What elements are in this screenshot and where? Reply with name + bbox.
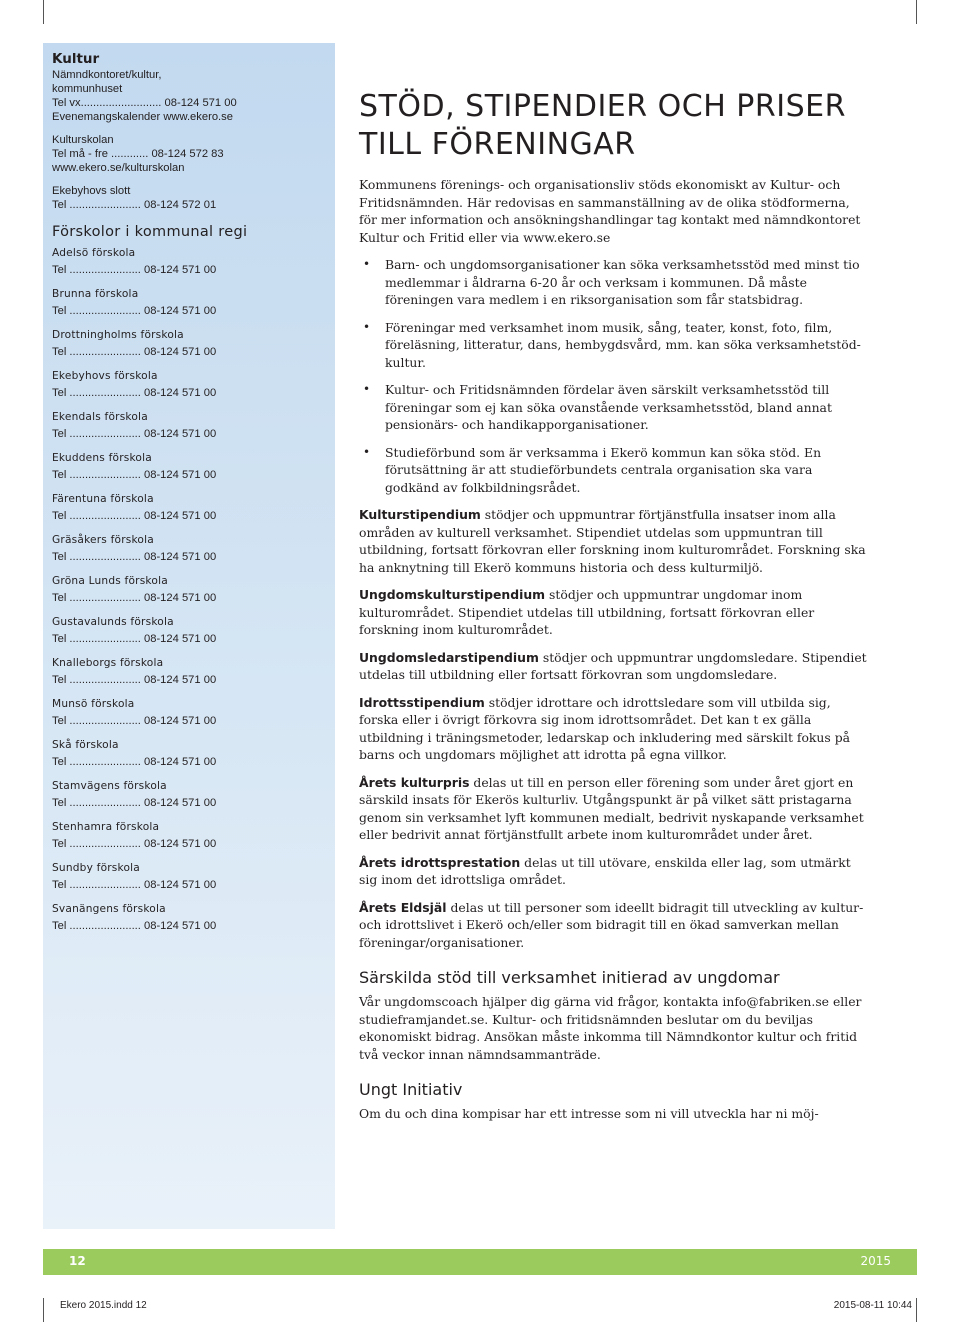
footer-bar (43, 1249, 917, 1275)
title-line-2: TILL FÖRENINGAR (359, 127, 636, 162)
stipend-name: Ungdomskulturstipendium (359, 587, 546, 602)
bullet-item (359, 256, 869, 309)
forskola-tel: Tel ....................... 08-124 571 00 (52, 797, 217, 809)
stipend-paragraph (359, 649, 869, 684)
forskola-tel: Tel ....................... 08-124 571 00 (52, 428, 217, 440)
slott-tel: Tel ....................... 08-124 572 01 (52, 199, 217, 211)
forskola-name: Skå förskola (52, 739, 119, 751)
footer-year: 2015 (860, 1254, 891, 1268)
bullet-dot-icon: • (363, 382, 371, 396)
bullet-text: Studieförbund som är verksamma i Ekerö kommun kan söka stöd. En förutsättning är att studieförbundets centrala organisation ska vara godkänd av folkbildningsrådet. (385, 444, 822, 495)
stipend-name: Årets Eldsjäl (359, 899, 447, 915)
ungdom-paragraph: Vår ungdomscoach hjälper dig gärna vid frågor, kontakta info@fabriken.se eller studieframjandet.se. Kultur- och fritidsnämnden beslutar om du beviljas ekonomiskt bidrag. Ansökan måste inkomma till Nämndkontor kultur och fritid två veckor innan nämndsammanträde. (359, 994, 862, 1062)
title-line-1: STÖD, STIPENDIER OCH PRISER (359, 89, 846, 124)
stipend-description: delas ut till personer som ideellt bidragit till utveckling av kultur- och idrottslivet i Ekerö och/eller som bidragit till en ökad samverkan mellan föreningar/organisationer. (359, 899, 864, 950)
stipend-description: delas ut till utövare, enskilda eller lag, som utmärkt sig inom det idrottsliga området. (359, 854, 851, 887)
bullet-dot-icon: • (363, 319, 371, 334)
forskola-tel: Tel ....................... 08-124 571 00 (52, 469, 217, 481)
main-article (359, 88, 869, 1133)
stipend-paragraph (359, 774, 869, 844)
slug-filename: Ekero 2015.indd 12 (60, 1300, 147, 1311)
forskola-name: Gröna Lunds förskola (52, 575, 168, 587)
forskola-name: Gräsåkers förskola (52, 534, 154, 546)
forskola-tel: Tel ....................... 08-124 571 00 (52, 510, 217, 522)
stipend-paragraph (359, 854, 869, 889)
forskola-name: Färentuna förskola (52, 493, 154, 505)
stipend-description: stödjer och uppmuntrar ungdomsledare. Stipendiet utdelas till utbildning eller fortsatt förkovran som ungdomsledare. (359, 649, 867, 682)
page-title (359, 88, 869, 164)
crop-mark (43, 1298, 44, 1322)
kultur-line: Tel vx.......................... 08-124 571 00 (52, 97, 237, 109)
crop-mark (916, 1298, 917, 1322)
bullet-item (359, 381, 869, 434)
slott-heading: Ekebyhovs slott (52, 185, 131, 197)
forskola-tel: Tel ....................... 08-124 571 00 (52, 346, 217, 358)
forskola-tel: Tel ....................... 08-124 571 00 (52, 920, 217, 932)
forskola-list (52, 246, 322, 934)
forskola-tel: Tel ....................... 08-124 571 00 (52, 633, 217, 645)
forskola-tel: Tel ....................... 08-124 571 00 (52, 592, 217, 604)
subheading-ungdom: Särskilda stöd till verksamhet initierad av ungdomar (359, 968, 780, 987)
intro-paragraph: Kommunens förenings- och organisationsliv stöds ekonomiskt av Kultur- och Fritidsnämnden. Här redovisas en sammanställning av de olika stödformerna, för mer information och ansökningshandlingar tag kontakt med nämndkontoret Kultur och Fritid eller via www.ekero.se (359, 177, 861, 245)
forskolor-heading: Förskolor i kommunal regi (52, 224, 248, 240)
forskola-tel: Tel ....................... 08-124 571 00 (52, 551, 217, 563)
bullet-text: Kultur- och Fritidsnämnden fördelar även särskilt verksamhetsstöd till föreningar som ej kan söka ovanstående verksamhetsstöd, bland annat pensionärs- och handikapporganisationer. (385, 382, 832, 432)
stipend-paragraph (359, 506, 869, 576)
crop-mark (916, 0, 917, 24)
forskola-name: Drottningholms förskola (52, 329, 184, 341)
bullet-item (359, 319, 869, 372)
bullet-dot-icon: • (363, 257, 371, 271)
stipend-name: Idrottsstipendium (359, 694, 485, 710)
kulturskolan-url[interactable]: www.ekero.se/kulturskolan (52, 162, 185, 174)
forskola-name: Knalleborgs förskola (52, 657, 164, 669)
bullet-item (359, 444, 869, 497)
contact-list (52, 50, 322, 934)
crop-mark (43, 0, 44, 24)
forskola-tel: Tel ....................... 08-124 571 00 (52, 715, 217, 727)
stipend-name: Ungdomsledarstipendium (359, 649, 539, 665)
bullet-text: Barn- och ungdomsorganisationer kan söka verksamhetsstöd med minst tio medlemmar i åldrarna 6-20 år och verksam i kommunen. Då måste föreningen vara medlem i en riksorganisation som får statsbidrag. (385, 257, 860, 307)
stipend-name: Kulturstipendium (359, 507, 481, 522)
kulturskolan-tel: Tel må - fre ............ 08-124 572 83 (52, 148, 224, 160)
forskola-tel: Tel ....................... 08-124 571 00 (52, 387, 217, 399)
forskola-tel: Tel ....................... 08-124 571 00 (52, 879, 217, 891)
subheading-ungt-initiativ: Ungt Initiativ (359, 1080, 463, 1099)
stipend-description: stödjer och uppmuntrar förtjänstfulla insatser inom alla områden av kulturell verksamhet. Stipendiet utdelas som uppmuntran till utbildning, fortsatt förkovran eller forskning inom kulturområdet. Forskning ska ha anknytning till Ekerö kommuns historia och dess kulturmiljö. (359, 507, 866, 575)
stipend-name: Årets idrottsprestation (359, 854, 521, 870)
stipend-paragraph (359, 899, 869, 952)
forskola-name: Sundby förskola (52, 862, 140, 874)
support-bullets (359, 256, 869, 496)
kultur-line: Evenemangskalender www.ekero.se (52, 111, 233, 123)
bullet-dot-icon: • (363, 444, 371, 459)
bullet-text: Föreningar med verksamhet inom musik, sång, teater, konst, foto, film, föreläsning, litteratur, dans, hembygdsvård, mm. kan söka verksamhetstöd-kultur. (385, 319, 861, 370)
kultur-line: Nämndkontoret/kultur, (52, 69, 162, 81)
forskola-name: Munsö förskola (52, 698, 135, 710)
stipend-name: Årets kulturpris (359, 774, 470, 790)
kultur-line: kommunhuset (52, 83, 123, 95)
forskola-tel: Tel ....................... 08-124 571 00 (52, 756, 217, 768)
ungt-initiativ-paragraph: Om du och dina kompisar har ett intresse som ni vill utveckla har ni möj- (359, 1106, 819, 1121)
stipend-paragraphs (359, 506, 869, 951)
slug-timestamp: 2015-08-11 10:44 (833, 1300, 912, 1311)
stipend-description: delas ut till en person eller förening som under året gjort en särskild insats för Ekerös kulturliv. Utgångspunkt är på vilket sätt pristagarna genom sin verksamhet lyft kommunen medialt, bedrivit nyskapande verksamhet eller bedrivit annat förtjänstfullt arbete inom kulturområdet under året. (359, 774, 864, 842)
forskola-tel: Tel ....................... 08-124 571 00 (52, 838, 217, 850)
stipend-description: stödjer idrottare och idrottsledare som vill utbilda sig, forska eller i övrigt förkovra sig inom idrottsområdet. Det kan t ex gälla utbildning i träningsmetoder, ledarskap och inkludering med särskilt fokus på barns och ungdomars möjlighet att idrotta på egna villkor. (359, 694, 851, 762)
forskola-name: Adelsö förskola (52, 247, 136, 259)
forskola-name: Ekebyhovs förskola (52, 370, 158, 382)
forskola-name: Ekuddens förskola (52, 452, 152, 464)
stipend-description: stödjer och uppmuntrar ungdomar inom kulturområdet. Stipendiet utdelas till utbildning, fortsatt förkovran eller forskning inom kulturområdet. (359, 587, 815, 637)
kulturskolan-heading: Kulturskolan (52, 134, 114, 146)
forskola-name: Ekendals förskola (52, 411, 148, 423)
forskola-name: Svanängens förskola (52, 903, 166, 915)
forskola-tel: Tel ....................... 08-124 571 00 (52, 674, 217, 686)
forskola-name: Brunna förskola (52, 288, 139, 300)
kultur-heading: Kultur (52, 51, 100, 67)
forskola-tel: Tel ....................... 08-124 571 00 (52, 305, 217, 317)
forskola-name: Gustavalunds förskola (52, 616, 174, 628)
forskola-name: Stamvägens förskola (52, 780, 167, 792)
forskola-tel: Tel ....................... 08-124 571 00 (52, 264, 217, 276)
page-number: 12 (69, 1254, 86, 1268)
forskola-name: Stenhamra förskola (52, 821, 160, 833)
stipend-paragraph (359, 586, 869, 639)
stipend-paragraph (359, 694, 869, 764)
